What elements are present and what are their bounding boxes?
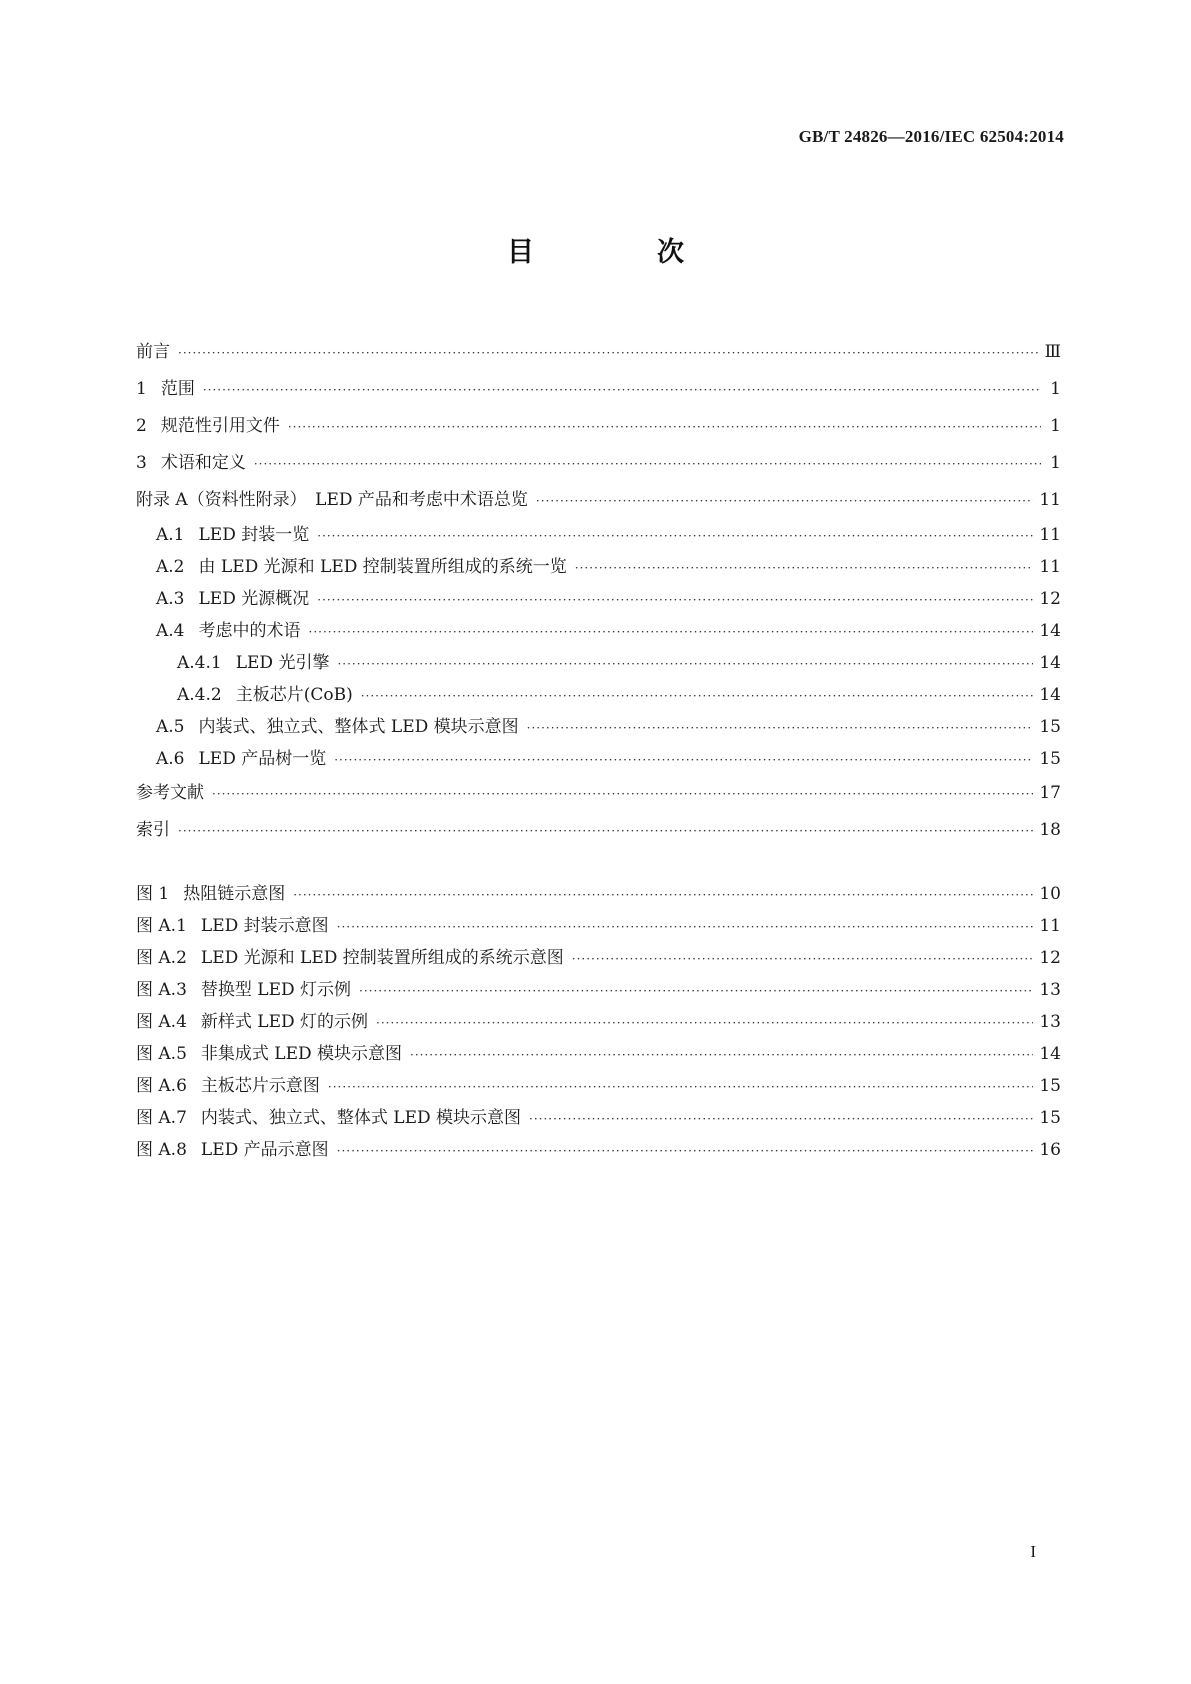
dot-leader: [317, 584, 1033, 616]
entry-number: 图 A.5: [136, 1044, 187, 1064]
entry-number: 图 A.3: [136, 980, 187, 1000]
entry-number: A.6: [156, 749, 185, 769]
entry-page-number: 11: [1039, 557, 1061, 577]
entry-page-number: 14: [1039, 1044, 1061, 1064]
entry-number: A.4: [156, 621, 185, 641]
entry-title: LED 封装一览: [198, 525, 310, 545]
entry-title: 规范性引用文件: [160, 416, 280, 436]
toc-entry[interactable]: [136, 647, 1061, 679]
toc-entry[interactable]: [136, 711, 1061, 743]
entry-title: 由 LED 光源和 LED 控制装置所组成的系统一览: [198, 557, 567, 577]
entry-title: 内装式、独立式、整体式 LED 模块示意图: [198, 717, 519, 737]
entry-page-number: 15: [1039, 749, 1061, 769]
entry-page-number: 12: [1039, 589, 1061, 609]
figure-entry[interactable]: [136, 910, 1061, 942]
figure-entry[interactable]: [136, 942, 1061, 974]
entry-title: 内装式、独立式、整体式 LED 模块示意图: [200, 1108, 522, 1128]
toc-entry[interactable]: [136, 679, 1061, 711]
entry-page-number: 16: [1039, 1140, 1061, 1160]
entry-page-number: 18: [1039, 820, 1061, 840]
entry-title: 热阻链示意图: [183, 884, 286, 904]
entry-page-number: Ⅲ: [1044, 342, 1061, 362]
dot-leader: [376, 1007, 1033, 1039]
figure-entry[interactable]: [136, 1038, 1061, 1070]
dot-leader: [536, 483, 1033, 520]
entry-page-number: 15: [1039, 1076, 1061, 1096]
entry-page-number: 17: [1039, 783, 1061, 803]
entry-page-number: 14: [1039, 621, 1061, 641]
entry-number: 图 A.6: [136, 1076, 187, 1096]
entry-number: A.4.1: [177, 653, 222, 673]
page-title: 目 次: [507, 237, 732, 268]
entry-title: LED 光源概况: [198, 589, 310, 609]
dot-leader: [328, 1071, 1033, 1103]
entry-title: 主板芯片(CoB): [235, 685, 353, 705]
entry-title: 术语和定义: [160, 453, 246, 473]
dot-leader: [288, 409, 1041, 446]
entry-number: A.2: [156, 557, 185, 577]
entry-title: 前言: [136, 342, 170, 362]
entry-number: 图 A.7: [136, 1108, 187, 1128]
entry-title: LED 光引擎: [235, 653, 330, 673]
dot-leader: [178, 813, 1033, 850]
dot-leader: [572, 943, 1034, 975]
figure-entry[interactable]: [136, 1134, 1061, 1166]
dot-leader: [203, 372, 1041, 409]
dot-leader: [293, 879, 1033, 911]
entry-title: 参考文献: [136, 783, 204, 803]
entry-title: 考虑中的术语: [198, 621, 301, 641]
entry-number: 图 A.2: [136, 948, 187, 968]
dot-leader: [410, 1039, 1033, 1071]
dot-leader: [529, 1103, 1033, 1135]
entry-number: 图 A.4: [136, 1012, 187, 1032]
entry-title: 新样式 LED 灯的示例: [200, 1012, 369, 1032]
entry-page-number: 13: [1039, 980, 1061, 1000]
toc-entry[interactable]: [136, 743, 1061, 775]
figure-entry[interactable]: [136, 1102, 1061, 1134]
toc-entry[interactable]: [136, 551, 1061, 583]
dot-leader: [178, 335, 1039, 372]
entry-number: A.1: [156, 525, 185, 545]
entry-number: 图 1: [136, 884, 170, 904]
toc-entry[interactable]: [136, 334, 1061, 371]
entry-title: LED 封装示意图: [200, 916, 329, 936]
list-of-figures: [136, 878, 1061, 1166]
dot-leader: [317, 520, 1033, 552]
figure-entry[interactable]: [136, 1006, 1061, 1038]
entry-page-number: 13: [1039, 1012, 1061, 1032]
page-number: I: [1030, 1542, 1036, 1561]
toc-entry[interactable]: [136, 371, 1061, 408]
entry-number: 2: [136, 416, 147, 436]
dot-leader: [361, 680, 1034, 712]
toc-entry[interactable]: [136, 519, 1061, 551]
dot-leader: [337, 911, 1034, 943]
entry-number: 图 A.8: [136, 1140, 187, 1160]
toc-entry[interactable]: [136, 775, 1061, 812]
entry-page-number: 1: [1050, 416, 1061, 436]
dot-leader: [309, 616, 1034, 648]
dot-leader: [359, 975, 1033, 1007]
entry-page-number: 1: [1050, 453, 1061, 473]
entry-page-number: 11: [1039, 490, 1061, 510]
toc-entry[interactable]: [136, 812, 1061, 849]
entry-title: 主板芯片示意图: [200, 1076, 320, 1096]
entry-title: LED 光源和 LED 控制装置所组成的系统示意图: [200, 948, 564, 968]
entry-page-number: 15: [1039, 717, 1061, 737]
dot-leader: [254, 446, 1041, 483]
entry-title: LED 产品树一览: [198, 749, 327, 769]
entry-page-number: 10: [1039, 884, 1061, 904]
entry-page-number: 11: [1039, 916, 1061, 936]
entry-title: 非集成式 LED 模块示意图: [200, 1044, 403, 1064]
figure-entry[interactable]: [136, 1070, 1061, 1102]
entry-title: 范围: [160, 379, 195, 399]
figure-entry[interactable]: [136, 878, 1061, 910]
toc-entry[interactable]: [136, 482, 1061, 519]
dot-leader: [337, 1135, 1034, 1167]
entry-number: 1: [136, 379, 147, 399]
entry-title: 附录 A（资料性附录） LED 产品和考虑中术语总览: [136, 490, 528, 510]
standard-code: GB/T 24826—2016/IEC 62504:2014: [798, 127, 1064, 146]
table-of-contents: [136, 334, 1061, 849]
toc-entry[interactable]: [136, 408, 1061, 445]
dot-leader: [337, 648, 1033, 680]
figure-entry[interactable]: [136, 974, 1061, 1006]
entry-number: 3: [136, 453, 147, 473]
dot-leader: [334, 744, 1033, 776]
toc-entry[interactable]: [136, 615, 1061, 647]
entry-page-number: 1: [1050, 379, 1061, 399]
entry-number: A.5: [156, 717, 185, 737]
toc-entry[interactable]: [136, 445, 1061, 482]
entry-page-number: 11: [1039, 525, 1061, 545]
dot-leader: [527, 712, 1034, 744]
toc-entry[interactable]: [136, 583, 1061, 615]
entry-page-number: 14: [1039, 653, 1061, 673]
entry-number: A.3: [156, 589, 185, 609]
dot-leader: [212, 776, 1033, 813]
entry-number: 图 A.1: [136, 916, 187, 936]
entry-title: LED 产品示意图: [200, 1140, 329, 1160]
dot-leader: [575, 552, 1034, 584]
entry-title: 替换型 LED 灯示例: [200, 980, 352, 1000]
entry-page-number: 14: [1039, 685, 1061, 705]
entry-page-number: 12: [1039, 948, 1061, 968]
entry-number: A.4.2: [177, 685, 222, 705]
entry-page-number: 15: [1039, 1108, 1061, 1128]
entry-title: 索引: [136, 820, 170, 840]
